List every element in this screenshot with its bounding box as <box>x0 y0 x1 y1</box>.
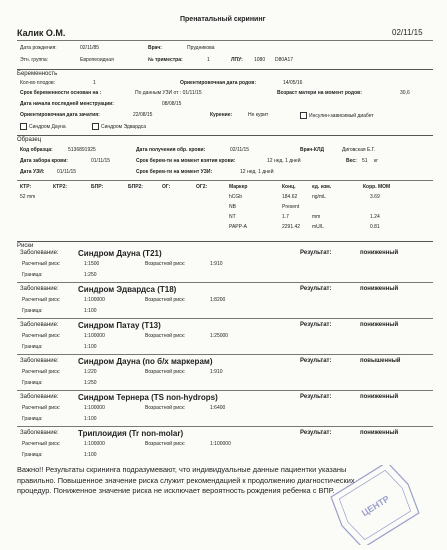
risk-divider <box>17 426 433 427</box>
risk-calc-value: 1:220 <box>84 369 97 375</box>
term-us-label: Срок берем-ти на момент УЗИ: <box>136 169 213 175</box>
weight-unit: кг <box>374 158 379 164</box>
marker-col-header: Маркер <box>229 184 248 190</box>
mother-age-value: 30,6 <box>400 90 410 96</box>
risk-age-value: 1:6400 <box>210 405 226 411</box>
risk-calc-label: Расчетный риск: <box>22 333 61 339</box>
header-divider <box>17 40 433 41</box>
fetus-label: Кол-во плодов: <box>20 80 56 86</box>
marker-mom: 3.69 <box>370 194 380 200</box>
insulin-diabetes-checkbox[interactable] <box>300 112 374 119</box>
down-syndrome-checkbox[interactable] <box>20 123 66 130</box>
risk-result-value: пониженный <box>360 286 399 292</box>
lpu-code: D80A17 <box>275 57 294 63</box>
markers-divider <box>17 180 433 181</box>
pregnancy-section-title: Беременность <box>17 69 433 77</box>
marker-conc: 1.7 <box>282 214 289 220</box>
mother-age-label: Возраст матери на момент родов: <box>277 90 362 96</box>
bpr-header: БПР: <box>91 184 104 190</box>
risk-disease-name: Триплоидия (Tr non-molar) <box>78 429 184 438</box>
risk-border-label: Граница: <box>22 416 43 422</box>
risk-result-label: Результат: <box>300 250 332 256</box>
risk-disease-name: Синдром Патау (Т13) <box>78 321 161 330</box>
risk-border-label: Граница: <box>22 344 43 350</box>
smoking-label: Курение: <box>210 112 233 118</box>
risk-border-label: Граница: <box>22 452 43 458</box>
risk-calc-label: Расчетный риск: <box>22 261 61 267</box>
received-label: Дата получения обр. крови: <box>136 147 206 153</box>
weight-value: 51 <box>362 158 368 164</box>
risk-calc-label: Расчетный риск: <box>22 441 61 447</box>
unit-col-header: ед. изм. <box>312 184 332 190</box>
ethnic-label: Этн. группа: <box>20 57 49 63</box>
og2-header: ОГ2: <box>196 184 208 190</box>
conception-value: 22/08/15 <box>133 112 153 118</box>
risk-age-label: Возрастной риск: <box>145 333 186 339</box>
marker-unit: mm <box>312 214 321 220</box>
us-date-value: 01/11/15 <box>57 169 77 175</box>
risk-age-value: 1:8200 <box>210 297 226 303</box>
risk-border-value: 1:100 <box>84 308 97 314</box>
marker-conc: 2291.42 <box>282 224 301 230</box>
risk-border-value: 1:100 <box>84 452 97 458</box>
risk-calc-label: Расчетный риск: <box>22 297 61 303</box>
weight-label: Вес: <box>346 158 357 164</box>
risk-disease-name: Синдром Дауна (Т21) <box>78 249 162 258</box>
risk-calc-value: 1:100000 <box>84 405 105 411</box>
conception-label: Ориентировочная дата зачатия: <box>20 112 100 118</box>
risk-disease-label: Заболевание: <box>20 358 59 364</box>
marker-name: NB <box>229 204 236 210</box>
risks-section-title: Риски <box>17 241 433 249</box>
blood-date-label: Дата забора крови: <box>20 158 68 164</box>
edwards-syndrome-checkbox[interactable] <box>92 123 146 130</box>
edd-value: 14/05/16 <box>283 80 303 86</box>
clinic-stamp <box>330 465 420 545</box>
marker-name: NT <box>229 214 236 220</box>
risk-disease-label: Заболевание: <box>20 322 59 328</box>
down-checkbox-label: Синдром Дауна <box>29 123 66 130</box>
risk-age-value: 1:910 <box>210 369 223 375</box>
bpr2-header: БПР2: <box>128 184 143 190</box>
fetus-value: 1 <box>93 80 96 86</box>
risk-border-label: Граница: <box>22 272 43 278</box>
mom-col-header: Корр. МОМ <box>363 184 391 190</box>
doctor-kdl-label: Врач-КЛД <box>300 147 325 153</box>
marker-conc: Present <box>282 204 300 210</box>
edwards-checkbox-label: Синдром Эдвардса <box>101 123 147 130</box>
sample-code-value: 5136891925 <box>68 147 96 153</box>
risk-result-value: пониженный <box>360 322 399 328</box>
risk-disease-name: Синдром Эдвардса (Т18) <box>78 285 177 294</box>
term-basis-label: Срок беременности основан на : <box>20 90 102 96</box>
risk-border-value: 1:250 <box>84 272 97 278</box>
risk-calc-label: Расчетный риск: <box>22 369 61 375</box>
risk-border-label: Граница: <box>22 308 43 314</box>
risk-calc-value: 1:1500 <box>84 261 100 267</box>
svg-text:ЦЕНТР: ЦЕНТР <box>359 493 392 519</box>
og-header: ОГ: <box>162 184 171 190</box>
risk-result-value: пониженный <box>360 394 399 400</box>
risk-border-label: Граница: <box>22 380 43 386</box>
lmp-value: 08/08/15 <box>162 101 182 107</box>
term-blood-value: 12 нед. 1 дней <box>267 158 301 164</box>
ktr-value: 52 mm <box>20 194 36 200</box>
risk-result-label: Результат: <box>300 430 332 436</box>
report-date: 02/11/15 <box>392 28 423 37</box>
risk-age-value: 1:910 <box>210 261 223 267</box>
marker-name: PAPP-A <box>229 224 247 230</box>
risk-disease-label: Заболевание: <box>20 430 59 436</box>
risk-result-value: пониженный <box>360 250 399 256</box>
risk-disease-label: Заболевание: <box>20 250 59 256</box>
term-basis-value: По данным УЗИ от : 01/11/15 <box>135 90 202 96</box>
term-us-value: 12 нед. 1 дней <box>240 169 274 175</box>
lpu-label: ЛПУ: <box>231 57 243 63</box>
risk-calc-value: 1:100000 <box>84 297 105 303</box>
received-value: 02/11/15 <box>230 147 250 153</box>
report-title: Пренатальный скрининг <box>180 16 266 23</box>
risk-divider <box>17 354 433 355</box>
dob-label: Дата рождения: <box>20 45 57 51</box>
risk-calc-value: 1:100000 <box>84 333 105 339</box>
risk-border-value: 1:250 <box>84 380 97 386</box>
term-blood-label: Срок берем-ти на момент взятия крови: <box>136 158 236 164</box>
marker-unit: mU/L <box>312 224 324 230</box>
doctor-value: Прудникова <box>187 45 215 51</box>
risk-age-label: Возрастной риск: <box>145 369 186 375</box>
risk-disease-label: Заболевание: <box>20 286 59 292</box>
insulin-label: Инсулин-зависимый диабет <box>309 112 374 119</box>
risk-age-label: Возрастной риск: <box>145 261 186 267</box>
risk-age-value: 1:100000 <box>210 441 231 447</box>
risk-disease-label: Заболевание: <box>20 394 59 400</box>
marker-conc: 184.62 <box>282 194 298 200</box>
risk-result-value: повышенный <box>360 358 401 364</box>
lpu-value: 1080 <box>254 57 266 63</box>
sample-section-title: Образец <box>17 135 433 143</box>
risk-calc-label: Расчетный риск: <box>22 405 61 411</box>
marker-mom: 0.81 <box>370 224 380 230</box>
marker-unit: ng/mL <box>312 194 326 200</box>
risk-age-label: Возрастной риск: <box>145 297 186 303</box>
risk-disease-name: Синдром Тернера (TS non-hydrops) <box>78 393 218 402</box>
marker-name: hCGb <box>229 194 243 200</box>
risk-divider <box>17 318 433 319</box>
risk-result-label: Результат: <box>300 394 332 400</box>
disclaimer-note: Важно!! Результаты скрининга подразумевают, что индивидуальные данные пациентки указаны правильно. Повышенное значение риска служит рекомендацией к продолжению диагностических процедур. Пониженное значение риска не исключает вероятность рождения ребенка с ВПР. <box>17 465 355 495</box>
risk-result-label: Результат: <box>300 358 332 364</box>
risk-result-value: пониженный <box>360 430 399 436</box>
edd-label: Ориентировочная дата родов: <box>180 80 256 86</box>
insulin-checkbox-box[interactable] <box>300 112 307 119</box>
ethnic-value: Европеоидная <box>80 57 114 63</box>
edwards-checkbox-box[interactable] <box>92 123 99 130</box>
conc-col-header: Конц. <box>282 184 296 190</box>
patient-name: Калик О.М. <box>17 28 66 38</box>
risk-border-value: 1:100 <box>84 416 97 422</box>
down-checkbox-box[interactable] <box>20 123 27 130</box>
smoking-value: Не курит <box>248 112 269 118</box>
trimester-value: 1 <box>207 57 210 63</box>
dob-value: 02/11/85 <box>80 45 100 51</box>
risk-disease-name: Синдром Дауна (по б/х маркерам) <box>78 357 213 366</box>
doctor-kdl-value: Диговская Е.Г. <box>342 147 376 153</box>
risk-result-label: Результат: <box>300 322 332 328</box>
lmp-label: Дата начала последней менструации: <box>20 101 114 107</box>
risk-divider <box>17 390 433 391</box>
us-date-label: Дата УЗИ: <box>20 169 45 175</box>
risk-age-label: Возрастной риск: <box>145 405 186 411</box>
risk-divider <box>17 282 433 283</box>
risk-age-label: Возрастной риск: <box>145 441 186 447</box>
ktr-header: КТР: <box>20 184 32 190</box>
risk-age-value: 1:25000 <box>210 333 229 339</box>
ktr2-header: КТР2: <box>53 184 68 190</box>
risk-border-value: 1:100 <box>84 344 97 350</box>
doctor-label: Врач: <box>148 45 162 51</box>
blood-date-value: 01/11/15 <box>91 158 111 164</box>
marker-mom: 1.24 <box>370 214 380 220</box>
trimester-label: № триместра: <box>148 57 183 63</box>
sample-code-label: Код образца: <box>20 147 53 153</box>
risk-result-label: Результат: <box>300 286 332 292</box>
risk-calc-value: 1:100000 <box>84 441 105 447</box>
